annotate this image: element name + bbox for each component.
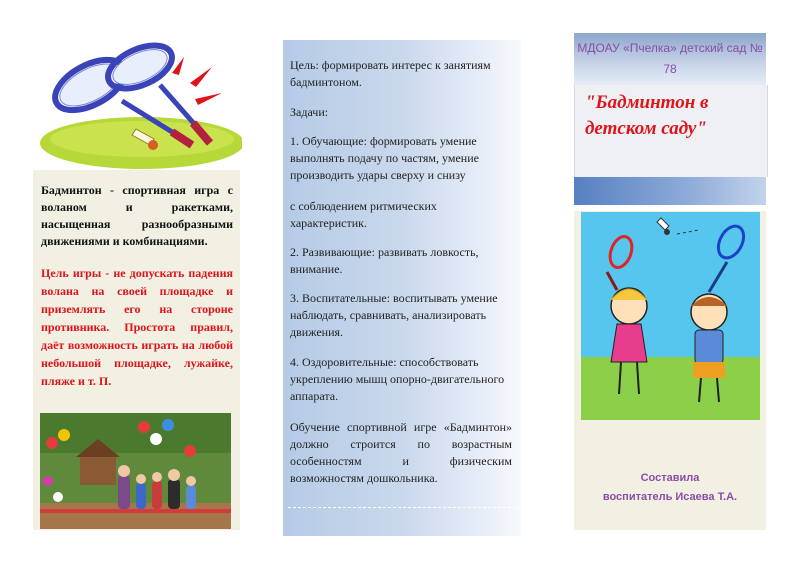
kindergarten-photo — [40, 413, 231, 529]
badminton-definition: Бадминтон - спортивная игра с воланом и ракетками, насыщенная разнообразными движениями и комбинациями. — [41, 183, 233, 248]
aim-text: Цель: формировать интерес к занятиям бадминтоном. — [290, 58, 491, 89]
task-health: 4. Оздоровительные: способствовать укреплению мышц опорно-двигательного аппарата. — [290, 355, 505, 403]
organization-name: МДОАУ «Пчелка» детский сад № 78 — [577, 41, 763, 76]
motion-marks-icon — [172, 57, 222, 105]
task-developmental: 2. Развивающие: развивать ловкость, внимание. — [290, 245, 479, 276]
badminton-rackets-illustration — [32, 35, 242, 170]
author-name: воспитатель Исаева Т.А. — [602, 491, 738, 503]
author-label: Составила — [640, 472, 700, 484]
author-block — [574, 469, 766, 507]
game-goal-text: Цель игры - не допускать падения волана на своей площадке и приземлять его на стороне противника. Простота правил, даёт возможность играть на любой небольшой площадке, лужайке, пляже и т. П. — [41, 266, 233, 388]
task-educational-continued: с соблюдением ритмических характеристик. — [290, 199, 437, 230]
tasks-heading: Задачи: — [290, 105, 329, 119]
kids-playing-illustration — [581, 212, 760, 420]
title-accent-bar — [574, 177, 766, 205]
bottom-dash-divider — [288, 507, 516, 508]
task-upbringing: 3. Воспитательные: воспитывать умение наблюдать, сравнивать, анализировать движения. — [290, 291, 498, 339]
brochure-title: "Бадминтон в детском саду" — [585, 92, 709, 139]
task-educational: 1. Обучающие: формировать умение выполнять подачу по частям, умение производить удары сверху и снизу — [290, 134, 479, 182]
training-note: Обучение спортивной игре «Бадминтон» должно строится по возрастным особенностям и физическим возможностям дошкольника. — [290, 420, 512, 485]
